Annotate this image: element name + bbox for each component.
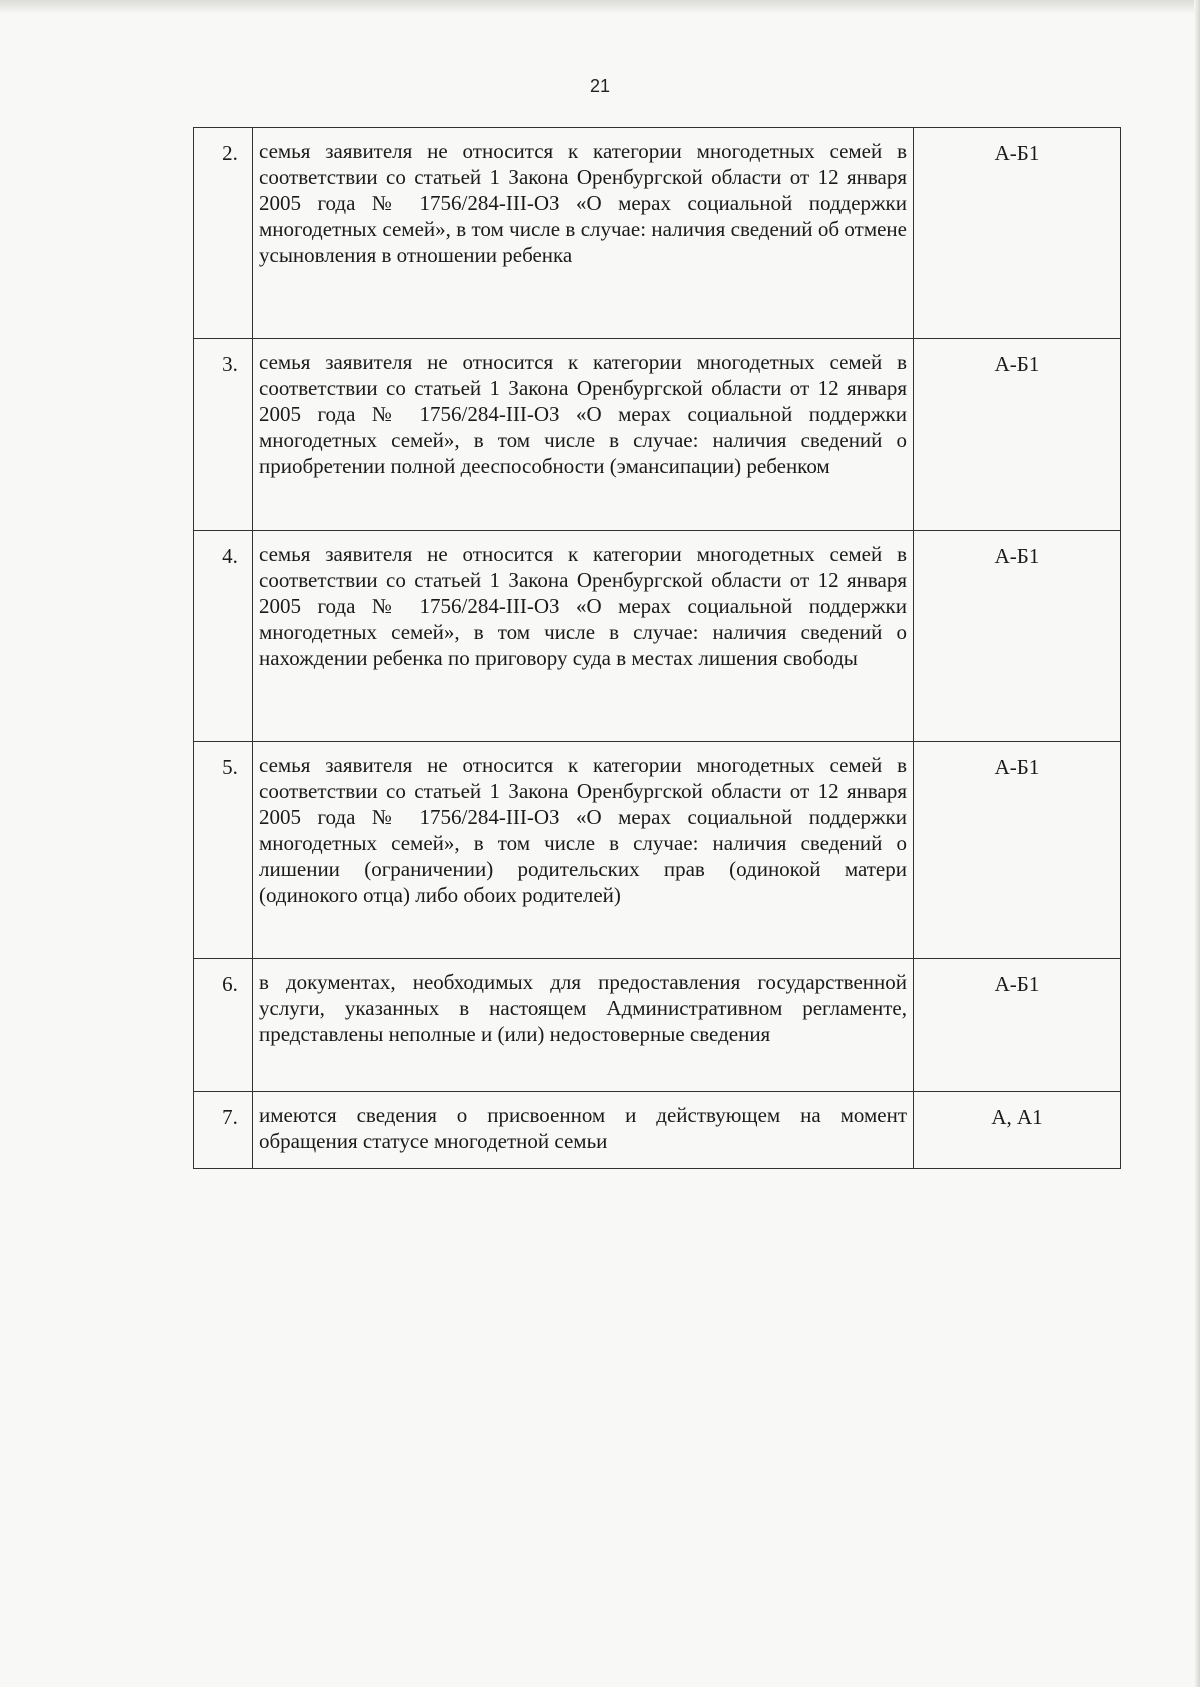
row-code: А-Б1 <box>914 742 1121 959</box>
table-row <box>194 128 1121 339</box>
row-number <box>194 339 253 531</box>
table-row <box>194 1092 1121 1169</box>
row-description: семья заявителя не относится к категории многодетных семей в соответствии со статьей 1 Закона Оренбургской области от 12 января 2005 года № 1756/284-III-ОЗ «О мерах социальной поддержки многодетных семей», в том числе в случае: наличия сведений об отмене усыновления в отношении ребенка <box>253 128 914 339</box>
row-number <box>194 128 253 339</box>
table-row <box>194 531 1121 742</box>
row-number-text: 2. <box>222 141 238 165</box>
row-number <box>194 742 253 959</box>
row-code: А-Б1 <box>914 531 1121 742</box>
row-code: А-Б1 <box>914 339 1121 531</box>
page-number: 21 <box>589 76 611 96</box>
row-number-text: 4. <box>222 544 238 568</box>
row-description: в документах, необходимых для предоставления государственной услуги, указанных в настоящем Административном регламенте, представлены неполные и (или) недостоверные сведения <box>253 959 914 1092</box>
row-description: семья заявителя не относится к категории многодетных семей в соответствии со статьей 1 Закона Оренбургской области от 12 января 2005 года № 1756/284-III-ОЗ «О мерах социальной поддержки многодетных семей», в том числе в случае: наличия сведений о лишении (ограничении) родительских прав (одинокой матери (одинокого отца) либо обоих родителей) <box>253 742 914 959</box>
row-code: А-Б1 <box>914 959 1121 1092</box>
row-description: имеются сведения о присвоенном и действующем на момент обращения статусе многодетной семьи <box>253 1092 914 1169</box>
row-description: семья заявителя не относится к категории многодетных семей в соответствии со статьей 1 Закона Оренбургской области от 12 января 2005 года № 1756/284-III-ОЗ «О мерах социальной поддержки многодетных семей», в том числе в случае: наличия сведений о нахождении ребенка по приговору суда в местах лишения свободы <box>253 531 914 742</box>
row-description: семья заявителя не относится к категории многодетных семей в соответствии со статьей 1 Закона Оренбургской области от 12 января 2005 года № 1756/284-III-ОЗ «О мерах социальной поддержки многодетных семей», в том числе в случае: наличия сведений о приобретении полной дееспособности (эмансипации) ребенком <box>253 339 914 531</box>
row-number-text: 3. <box>222 352 238 376</box>
row-number-text: 7. <box>222 1105 238 1129</box>
table-row <box>194 339 1121 531</box>
criteria-table <box>193 127 1121 1169</box>
row-code: А, А1 <box>914 1092 1121 1169</box>
row-number-text: 5. <box>222 755 238 779</box>
row-number <box>194 959 253 1092</box>
row-number <box>194 531 253 742</box>
row-code: А-Б1 <box>914 128 1121 339</box>
row-number-text: 6. <box>222 972 238 996</box>
row-number <box>194 1092 253 1169</box>
scan-edge-right <box>1194 0 1200 1687</box>
scan-edge-top <box>0 0 1200 14</box>
table-row <box>194 742 1121 959</box>
table-row <box>194 959 1121 1092</box>
